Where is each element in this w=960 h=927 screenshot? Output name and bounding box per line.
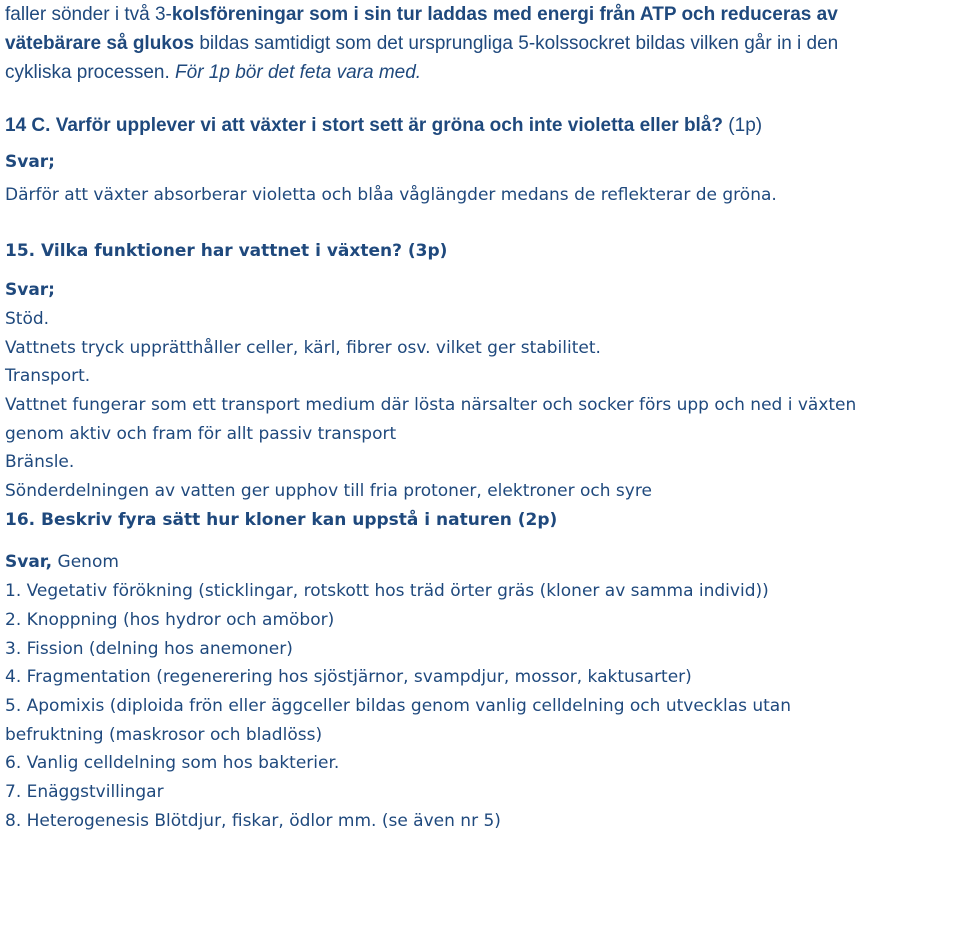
q16-list-item: 5. Apomixis (diploida frön eller äggceller bildas genom vanlig celldelning och utvecklas utan (5, 695, 792, 716)
q16-svar-label: Svar, (5, 552, 53, 573)
q15-answer-line: Stöd. (5, 308, 50, 329)
q16-list-item: 1. Vegetativ förökning (sticklingar, rotskott hos träd örter gräs (kloner av samma individ)) (5, 581, 769, 602)
question-14-text: 14 C. Varför upplever vi att växter i stort sett är gröna och inte violetta eller blå? (5, 115, 724, 136)
q16-svar-line (5, 548, 955, 577)
question-14 (5, 111, 955, 140)
question-15: 15. Vilka funktioner har vattnet i växten? (3p) (5, 241, 448, 262)
q16-list-item: befruktning (maskrosor och bladlöss) (5, 724, 323, 745)
q16-list-item: 8. Heterogenesis Blötdjur, fiskar, ödlor mm. (se även nr 5) (5, 810, 501, 831)
question-16: 16. Beskriv fyra sätt hur kloner kan uppstå i naturen (2p) (5, 509, 558, 530)
q15-answer-line: Bränsle. (5, 452, 75, 473)
q16-list-item: 2. Knoppning (hos hydror och amöbor) (5, 609, 335, 630)
q16-list-item: 4. Fragmentation (regenerering hos sjöstjärnor, svampdjur, mossor, kaktusarter) (5, 667, 692, 688)
intro-line-3 (5, 58, 955, 87)
q15-answer-line: genom aktiv och fram för allt passiv transport (5, 423, 397, 444)
q16-svar-rest: Genom (52, 552, 119, 573)
intro-italic-note: För 1p bör det feta vara med. (175, 62, 422, 83)
document-page (5, 0, 955, 835)
intro-text: faller sönder i två 3- (5, 4, 172, 25)
intro-paragraph (5, 0, 955, 87)
question-14-points: (1p) (723, 115, 763, 136)
q15-answer-line: Vattnets tryck upprätthåller celler, kärl, fibrer osv. vilket ger stabilitet. (5, 337, 601, 358)
q16-list-item: 7. Enäggstvillingar (5, 782, 164, 803)
q15-answer-line: Transport. (5, 366, 91, 387)
q16-list-item: 6. Vanlig celldelning som hos bakterier. (5, 753, 340, 774)
intro-bold-text: kolsföreningar som i sin tur laddas med energi från ATP och reduceras av (171, 4, 838, 25)
q14-svar-label: Svar; (5, 152, 55, 172)
q15-svar-label: Svar; (5, 280, 55, 301)
intro-text: cykliska processen. (5, 62, 176, 83)
q15-answer-line: Sönderdelningen av vatten ger upphov till fria protoner, elektroner och syre (5, 481, 652, 502)
intro-bold-text: vätebärare så glukos (5, 33, 195, 54)
q14-answer: Därför att växter absorberar violetta och blåa våglängder medans de reflekterar de gröna. (5, 184, 777, 205)
intro-text: bildas samtidigt som det ursprungliga 5-kolssockret bildas vilken går in i den (194, 33, 839, 54)
intro-line-2 (5, 29, 955, 58)
intro-line-1 (5, 0, 955, 29)
q16-list-item: 3. Fission (delning hos anemoner) (5, 638, 293, 659)
q15-answer-line: Vattnet fungerar som ett transport medium där lösta närsalter och socker förs upp och ned i växten (5, 394, 857, 415)
